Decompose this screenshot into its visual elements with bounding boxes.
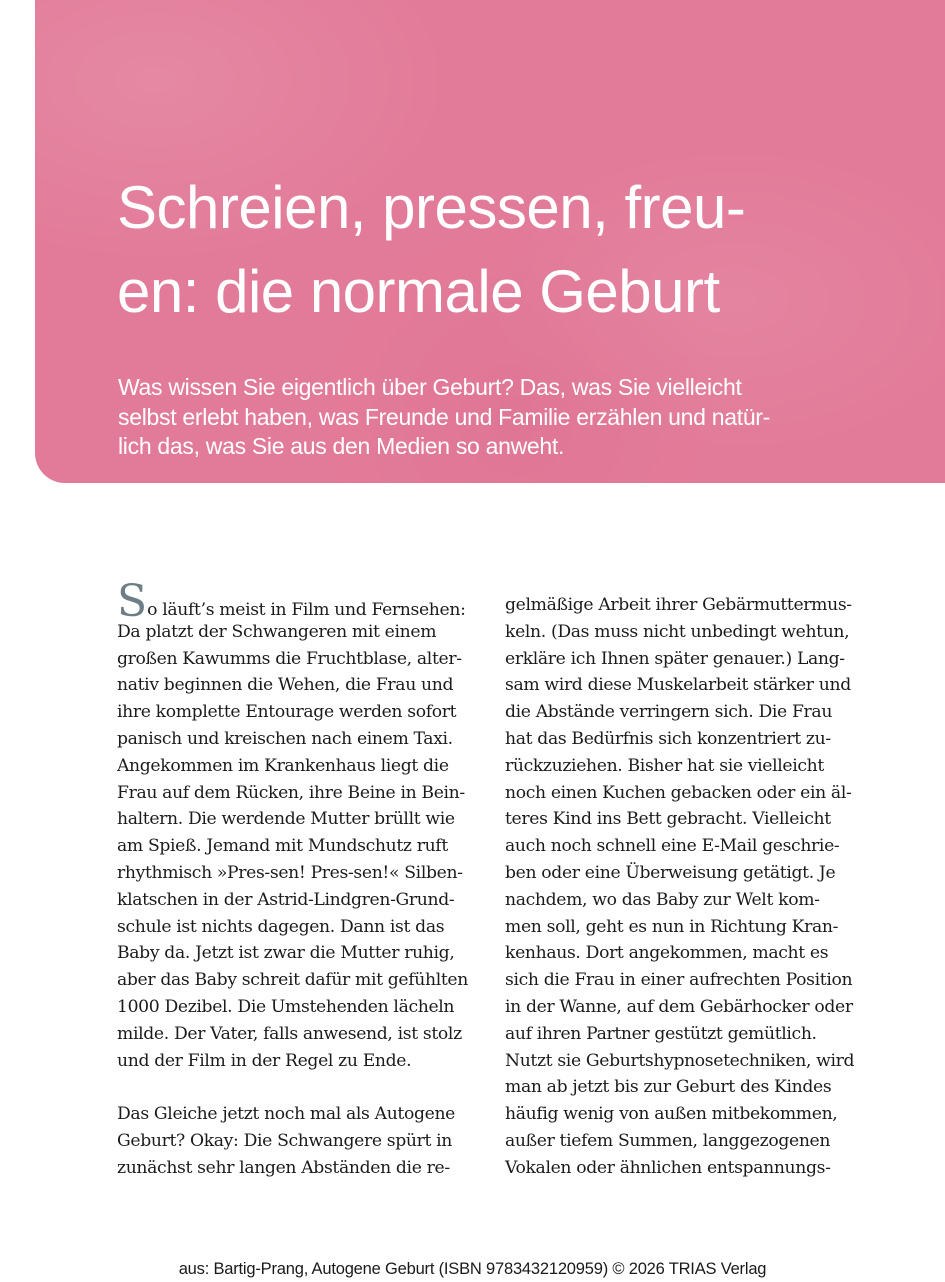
text-line: die Abstände verringern sich. Die Frau [505,702,833,723]
chapter-title-line-2: en: die normale Geburt [117,258,720,325]
text-line: auch noch schnell eine E-Mail geschrie- [505,836,840,857]
text-line: außer tiefem Summen, langgezogenen [505,1130,831,1151]
text-line: hat das Bedürfnis sich konzentriert zu- [505,728,831,749]
text-line: rhythmisch »Pres-sen! Pres-sen!« Silben- [117,862,463,883]
text-line: sich die Frau in einer aufrechten Position [505,970,853,991]
text-line: am Spieß. Jemand mit Mundschutz ruft [117,836,448,857]
text-line: Vokalen oder ähnlichen entspannungs- [505,1157,831,1178]
text-line: keln. (Das muss nicht unbedingt wehtun, [505,621,850,642]
text-line: men soll, geht es nun in Richtung Kran- [505,916,839,937]
paragraph-gap [117,1074,462,1101]
body-column-left [117,576,468,1182]
text-line: klatschen in der Astrid-Lindgren-Grund- [117,889,455,910]
text-line: ihre komplette Entourage werden sofort [117,702,457,723]
text-line: häufig wenig von außen mitbekommen, [505,1104,838,1125]
intro-line: lich das, was Sie aus den Medien so anweht. [118,433,565,459]
text-line: aber das Baby schreit dafür mit gefühlten [117,970,468,991]
text-line: kenhaus. Dort angekommen, macht es [505,943,829,964]
chapter-title [117,166,897,334]
chapter-title-line-1: Schreien, pressen, freu- [117,174,746,241]
intro-line: selbst erlebt haben, was Freunde und Familie erzählen und natür- [118,403,771,430]
text-line: Frau auf dem Rücken, ihre Beine in Bein- [117,782,465,803]
text-line: Das Gleiche jetzt noch mal als Autogene [117,1104,455,1125]
text-line: zunächst sehr langen Abständen die re- [117,1157,450,1178]
text-line: nativ beginnen die Wehen, die Frau und [117,675,454,696]
body-column-right [505,592,860,1182]
text-line: gelmäßige Arbeit ihrer Gebärmuttermus- [505,595,852,615]
text-line: noch einen Kuchen gebacken oder ein äl- [505,782,852,803]
text-line: auf ihren Partner gestützt gemütlich. [505,1023,817,1044]
text-line: und der Film in der Regel zu Ende. [117,1050,412,1071]
text-line: nachdem, wo das Baby zur Welt kom- [505,889,820,910]
text-line: milde. Der Vater, falls anwesend, ist stolz [117,1023,462,1044]
text-line: teres Kind ins Bett gebracht. Vielleicht [505,809,831,830]
text-line: Geburt? Okay: Die Schwangere spürt in [117,1130,453,1151]
text-line: haltern. Die werdende Mutter brüllt wie [117,809,455,830]
first-line [117,576,466,627]
text-line: erkläre ich Ihnen später genauer.) Lang- [505,648,845,669]
source-footer: aus: Bartig-Prang, Autogene Geburt (ISBN 9783432120959) © 2026 TRIAS Verlag [178,1260,767,1278]
text-line: rückzuziehen. Bisher hat sie vielleicht [505,755,824,776]
first-line-text: o läuft’s meist in Film und Fernsehen: [147,600,466,620]
text-line: panisch und kreischen nach einem Taxi. [117,728,453,749]
text-line: Angekommen im Krankenhaus liegt die [117,755,449,776]
chapter-intro [118,373,878,462]
text-line: großen Kawumms die Fruchtblase, alter- [117,648,462,669]
text-line: ben oder eine Überweisung getätigt. Je [505,862,836,883]
text-line: Baby da. Jetzt ist zwar die Mutter ruhig, [117,943,455,964]
drop-cap: S [117,576,148,627]
text-line: man ab jetzt bis zur Geburt des Kindes [505,1077,832,1098]
text-line: 1000 Dezibel. Die Umstehenden lächeln [117,996,455,1017]
text-line: schule ist nichts dagegen. Dann ist das [117,916,445,937]
intro-line: Was wissen Sie eigentlich über Geburt? Das, was Sie vielleicht [118,374,742,400]
text-line: in der Wanne, auf dem Gebärhocker oder [505,996,853,1017]
text-line: Nutzt sie Geburtshypnosetechniken, wird [505,1050,855,1071]
text-line: Da platzt der Schwangeren mit einem [117,621,437,642]
text-line: sam wird diese Muskelarbeit stärker und [505,675,851,696]
